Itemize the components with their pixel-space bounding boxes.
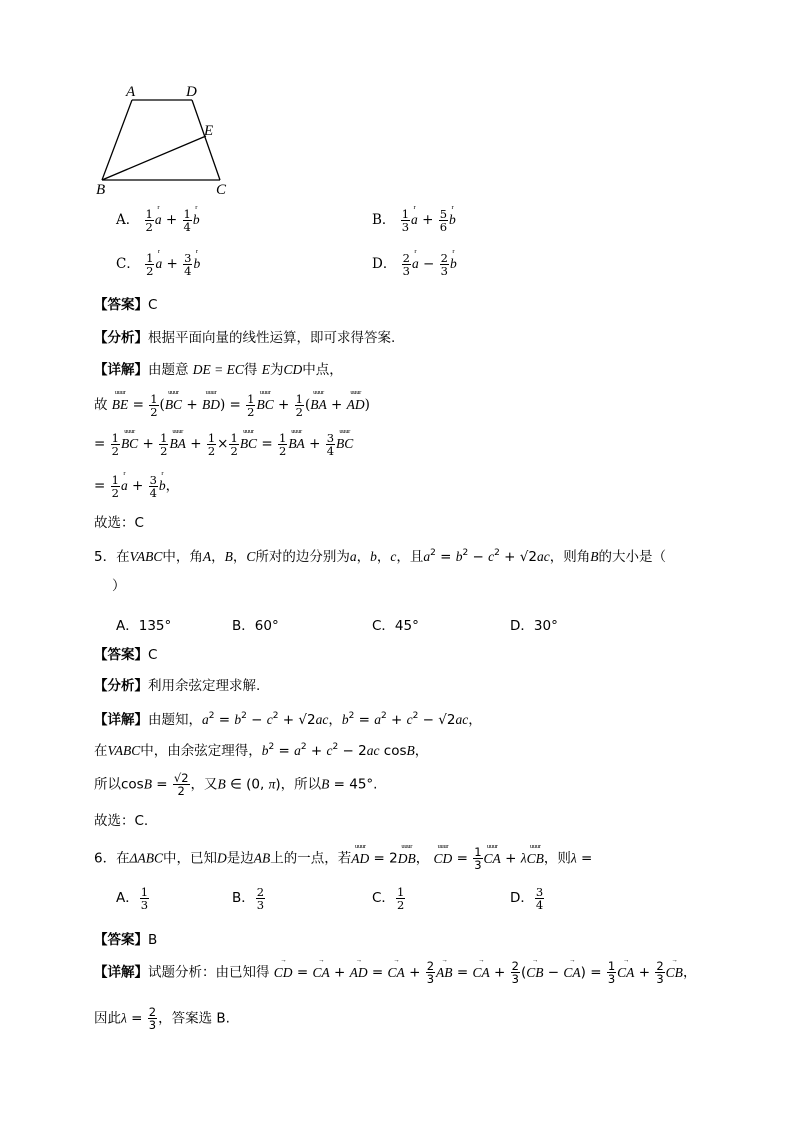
q4-answer: 【答案】C — [94, 297, 158, 313]
q6-stem: 6．在ΔABC中，已知D是边AB上的一点，若 uuur AD = 2 uuur DB， uuur CD = $\frac{1}{3}$ uuur CA + λ uuur CB，则λ = — [94, 842, 593, 873]
q4-option-a: A． $\frac{1}{2}$ r a + $\frac{1}{4}$ r b — [116, 204, 200, 235]
q4-option-d: D． $\frac{2}{3}$ r a − $\frac{2}{3}$ r b — [372, 248, 457, 279]
q4-option-b: B． $\frac{1}{3}$ r a + $\frac{5}{6}$ r b — [372, 204, 456, 235]
label-B: B — [96, 182, 106, 198]
q4-analysis: 【分析】根据平面向量的线性运算，即可求得答案. — [94, 330, 396, 346]
q5-option-d: D．30° — [510, 618, 558, 634]
q5-stem: 5．在VABC中，角A，B，C所对的边分别为a，b，c，且$a^2 = b^2 - c^2 + √2ac$，则角B的大小是（ — [94, 548, 666, 565]
q5-detail-line3: 所以cosB = $\frac{√2}{2}$ ，又B ∈ (0, π)，所以B = 45°. — [94, 771, 378, 799]
q5-analysis: 【分析】利用余弦定理求解. — [94, 678, 261, 694]
q4-detail-line1: 【详解】由题意 DE = EC得 E为CD中点， — [94, 362, 343, 378]
q5-stem-close: ） — [112, 578, 126, 594]
q6-option-d: D． $\frac{3}{4}$ — [510, 885, 544, 913]
option-letter: A． — [116, 212, 140, 229]
q6-option-a: A． $\frac{1}{3}$ — [116, 885, 149, 913]
q5-option-b: B．60° — [232, 618, 279, 634]
label-C: C — [216, 182, 227, 198]
q5-detail-line1: 【详解】由题知，$a^2 = b^2 - c^2 + √2ac$，$b^2 = a^2 + c^2 - √2ac$， — [94, 711, 482, 728]
label-A: A — [126, 84, 136, 100]
q5-option-a: A．135° — [116, 618, 172, 634]
option-letter: C． — [116, 256, 140, 273]
q4-detail-line4: = $\frac{1}{2}$ r a + $\frac{3}{4}$ r b， — [94, 470, 180, 501]
q6-option-c: C． $\frac{1}{2}$ — [372, 885, 405, 913]
q6-detail-line1: 【详解】试题分析：由已知得 → CD = → CA + → AD = → CA + $\frac{2}{3}$ → AB = → CA + $\frac{2}{3}$ ( → CB − → CA) = $\frac{1}{3}$ → CA + $\frac{2}{3}$ → CB， — [94, 956, 697, 987]
option-letter: D． — [372, 256, 397, 273]
label-D: D — [186, 84, 197, 100]
q6-detail-line2: 因此λ = $\frac{2}{3}$ ，答案选 B. — [94, 1005, 230, 1033]
edge-AB — [102, 100, 132, 180]
q4-detail-line2: 故 uuur BE = $\frac{1}{2}$ ( uuur BC + uuur BD) = $\frac{1}{2}$ uuur BC + $\frac{1}{2}$ ( uuur BA + uuur AD) — [94, 389, 370, 420]
q4-detail-line3: = $\frac{1}{2}$ uuur BC + $\frac{1}{2}$ uuur BA + $\frac{1}{2}$ × $\frac{1}{2}$ uuur BC = $\frac{1}{2}$ uuur BA + $\frac{3}{4}$ uuur BC — [94, 428, 354, 459]
q5-answer: 【答案】C — [94, 647, 158, 663]
q6-answer: 【答案】B — [94, 932, 158, 948]
trapezoid-figure — [90, 80, 330, 200]
q4-choose: 故选：C — [94, 515, 144, 531]
q5-option-c: C．45° — [372, 618, 419, 634]
q5-detail-line2: 在VABC中，由余弦定理得，$b^2 = a^2 + c^2 - 2ac$ cosB， — [94, 742, 429, 759]
q4-option-c: C． $\frac{1}{2}$ r a + $\frac{3}{4}$ r b — [116, 248, 201, 279]
q5-choose: 故选：C. — [94, 813, 149, 829]
q6-option-b: B． $\frac{2}{3}$ — [232, 885, 265, 913]
label-E: E — [204, 123, 214, 139]
segment-BE — [102, 136, 206, 180]
option-letter: B． — [372, 212, 396, 229]
